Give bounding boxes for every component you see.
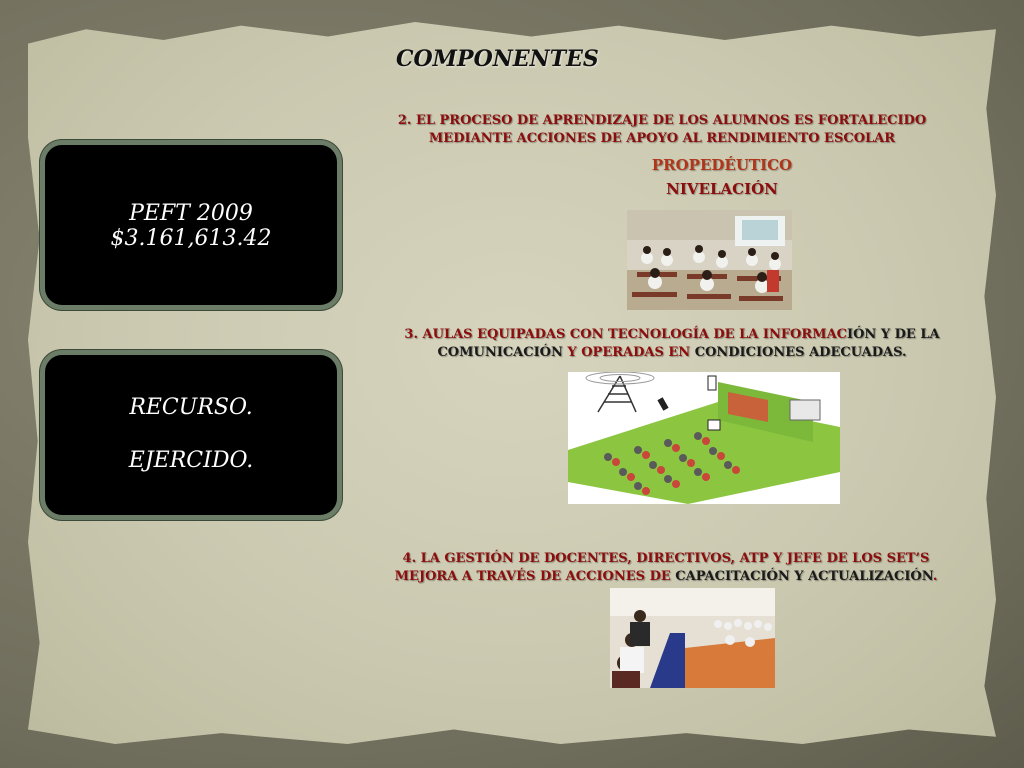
executed-label: EJERCIDO.	[128, 448, 254, 473]
component-3-part4: CONDICIONES ADECUADAS.	[694, 345, 907, 360]
item-nivelacion: NIVELACIÓN	[666, 180, 778, 198]
slide-title: COMPONENTES	[396, 46, 599, 72]
component-2-text: 2. EL PROCESO DE APRENDIZAJE DE LOS ALUMNOS ES FORTALECIDO MEDIANTE ACCIONES DE APOYO AL RENDIMIENTO ESCOLAR	[397, 113, 927, 146]
component-4-part1: 4. LA GESTIÓN DE DOCENTES, DIRECTIVOS, ATP Y JEFE DE LOS SET’S MEJORA A TRAVÉS DE ACCIONES DE	[394, 551, 930, 584]
component-3-part1: 3. AULAS EQUIPADAS CON TECNOLOGÍA DE LA INFORMAC	[404, 327, 848, 342]
budget-box	[40, 140, 342, 310]
budget-amount: $3.161,613.42	[110, 226, 272, 251]
resource-box	[40, 350, 342, 520]
budget-label: PEFT 2009	[129, 201, 253, 226]
resource-label: RECURSO.	[129, 395, 253, 420]
component-4-part2: CAPACITACIÓN Y ACTUALIZACIÓN	[675, 569, 933, 584]
classroom-photo	[627, 210, 792, 310]
equipped-classroom-illustration	[568, 372, 840, 504]
component-3-part2: IÓN Y DE LA COMUNICACIÓN	[437, 327, 940, 360]
component-4-part3: .	[932, 569, 938, 584]
component-3-text	[392, 326, 952, 362]
item-propedeutico: PROPEDÉUTICO	[651, 156, 793, 174]
training-meeting-photo	[610, 588, 775, 688]
component-4-text	[380, 550, 952, 586]
component-3-part3: Y OPERADAS EN	[567, 345, 695, 360]
